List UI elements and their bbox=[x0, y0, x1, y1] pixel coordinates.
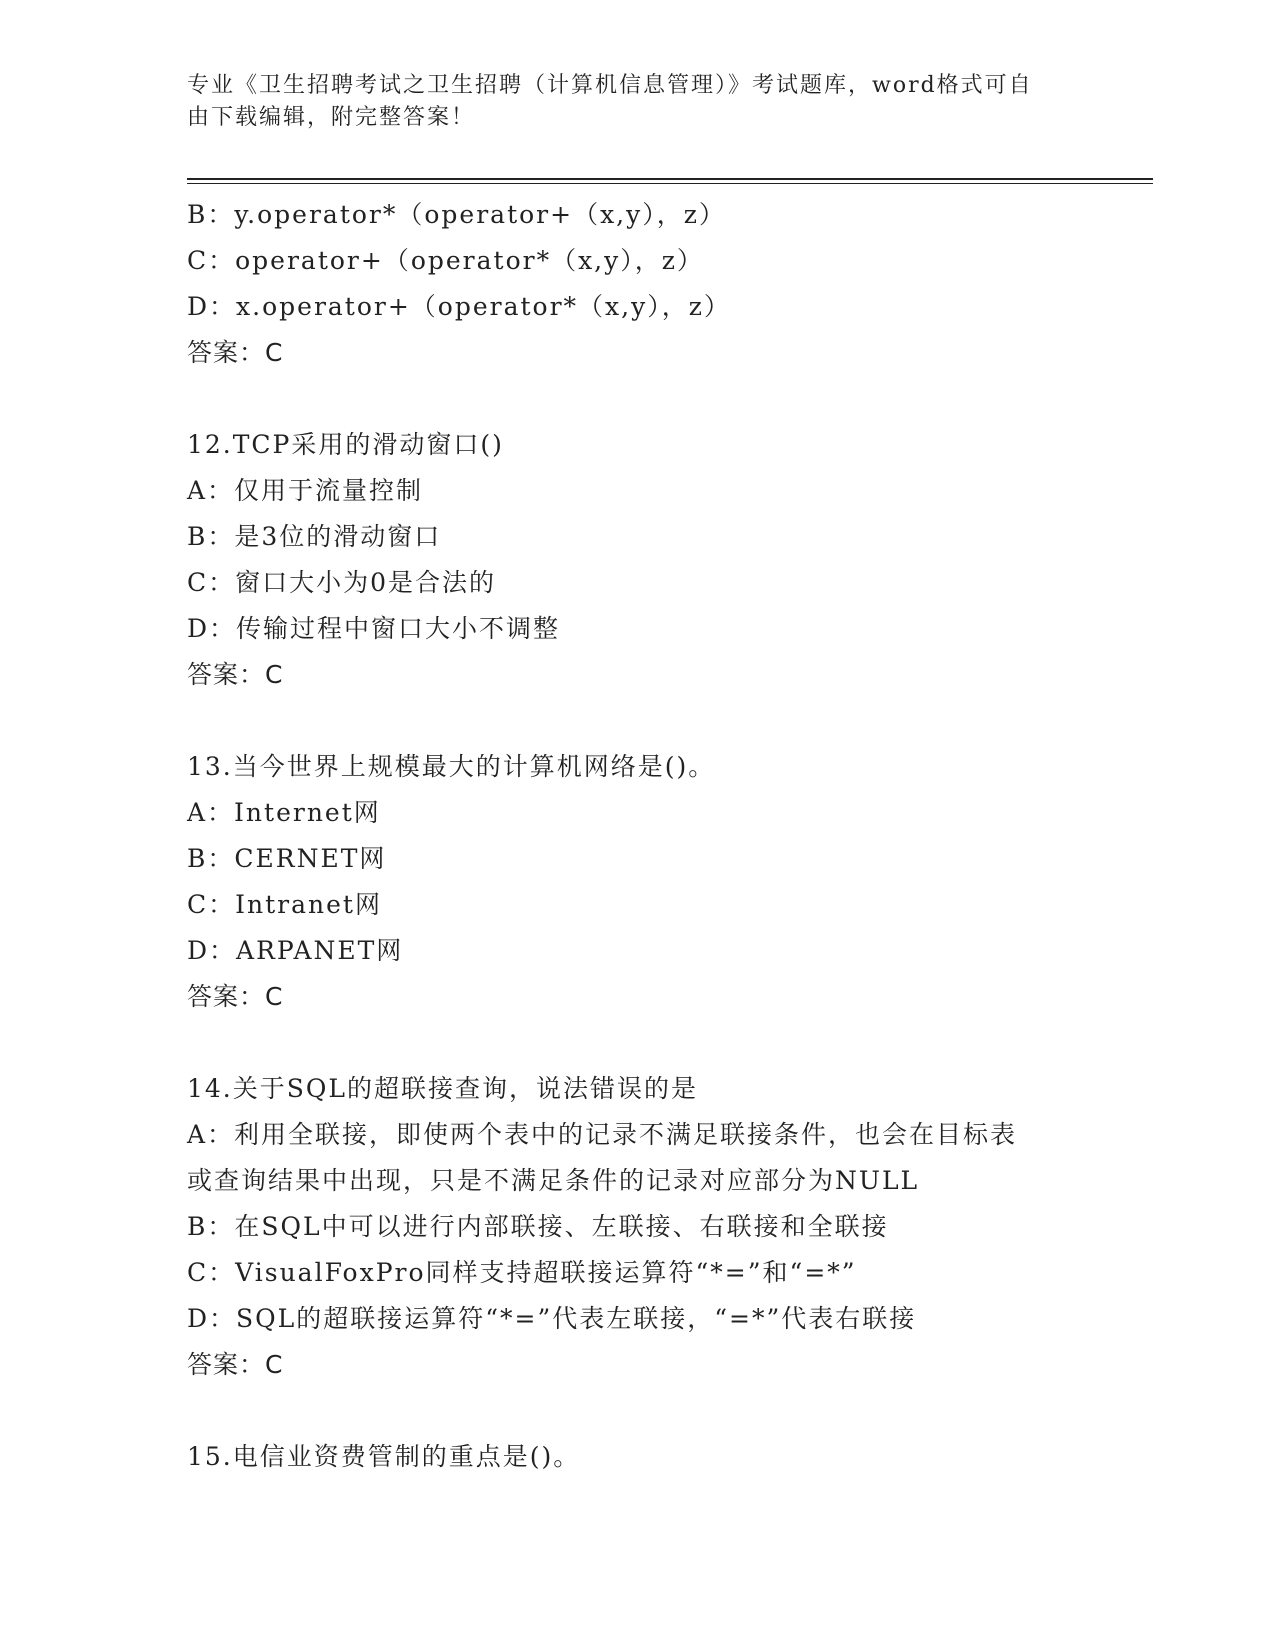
question-15 bbox=[187, 1434, 1087, 1480]
option-a: A：Internet网 bbox=[187, 798, 381, 827]
spacer bbox=[187, 698, 1087, 744]
answer: 答案：C bbox=[187, 1350, 284, 1379]
option-b: B：是3位的滑动窗口 bbox=[187, 522, 442, 551]
question-text: 14.关于SQL的超联接查询，说法错误的是 bbox=[187, 1074, 698, 1103]
option-c: C：Intranet网 bbox=[187, 890, 382, 919]
option-c: C：operator+（operator*（x,y），z） bbox=[187, 246, 704, 275]
option-b: B：在SQL中可以进行内部联接、左联接、右联接和全联接 bbox=[187, 1212, 889, 1241]
spacer bbox=[187, 1020, 1087, 1066]
question-text: 13.当今世界上规模最大的计算机网络是()。 bbox=[187, 752, 716, 781]
option-d: D：x.operator+（operator*（x,y），z） bbox=[187, 292, 731, 321]
spacer bbox=[187, 376, 1087, 422]
question-11 bbox=[187, 192, 1087, 376]
option-a: A：仅用于流量控制 bbox=[187, 476, 424, 505]
answer: 答案：C bbox=[187, 338, 284, 367]
document-header bbox=[187, 70, 1067, 134]
question-14 bbox=[187, 1066, 1087, 1388]
option-a-continued: 或查询结果中出现，只是不满足条件的记录对应部分为NULL bbox=[187, 1166, 920, 1195]
answer: 答案：C bbox=[187, 982, 284, 1011]
option-a: A：利用全联接，即使两个表中的记录不满足联接条件，也会在目标表 bbox=[187, 1120, 1018, 1149]
spacer bbox=[187, 1388, 1087, 1434]
option-d: D：SQL的超联接运算符“*=”代表左联接，“=*”代表右联接 bbox=[187, 1304, 917, 1333]
option-b: B：y.operator*（operator+（x,y），z） bbox=[187, 200, 726, 229]
question-text: 15.电信业资费管制的重点是()。 bbox=[187, 1442, 581, 1471]
option-d: D：ARPANET网 bbox=[187, 936, 404, 965]
header-line-1: 专业《卫生招聘考试之卫生招聘（计算机信息管理）》考试题库，word格式可自 bbox=[187, 73, 1033, 98]
question-text: 12.TCP采用的滑动窗口() bbox=[187, 430, 504, 459]
header-divider bbox=[187, 178, 1153, 180]
option-d: D：传输过程中窗口大小不调整 bbox=[187, 614, 561, 643]
header-line-2: 由下载编辑，附完整答案！ bbox=[187, 105, 476, 130]
question-list bbox=[187, 192, 1087, 1480]
answer: 答案：C bbox=[187, 660, 284, 689]
option-c: C：窗口大小为0是合法的 bbox=[187, 568, 497, 597]
question-12 bbox=[187, 422, 1087, 698]
header-divider-thin bbox=[187, 183, 1153, 184]
question-13 bbox=[187, 744, 1087, 1020]
option-b: B：CERNET网 bbox=[187, 844, 387, 873]
option-c: C：VisualFoxPro同样支持超联接运算符“*=”和“=*” bbox=[187, 1258, 857, 1287]
